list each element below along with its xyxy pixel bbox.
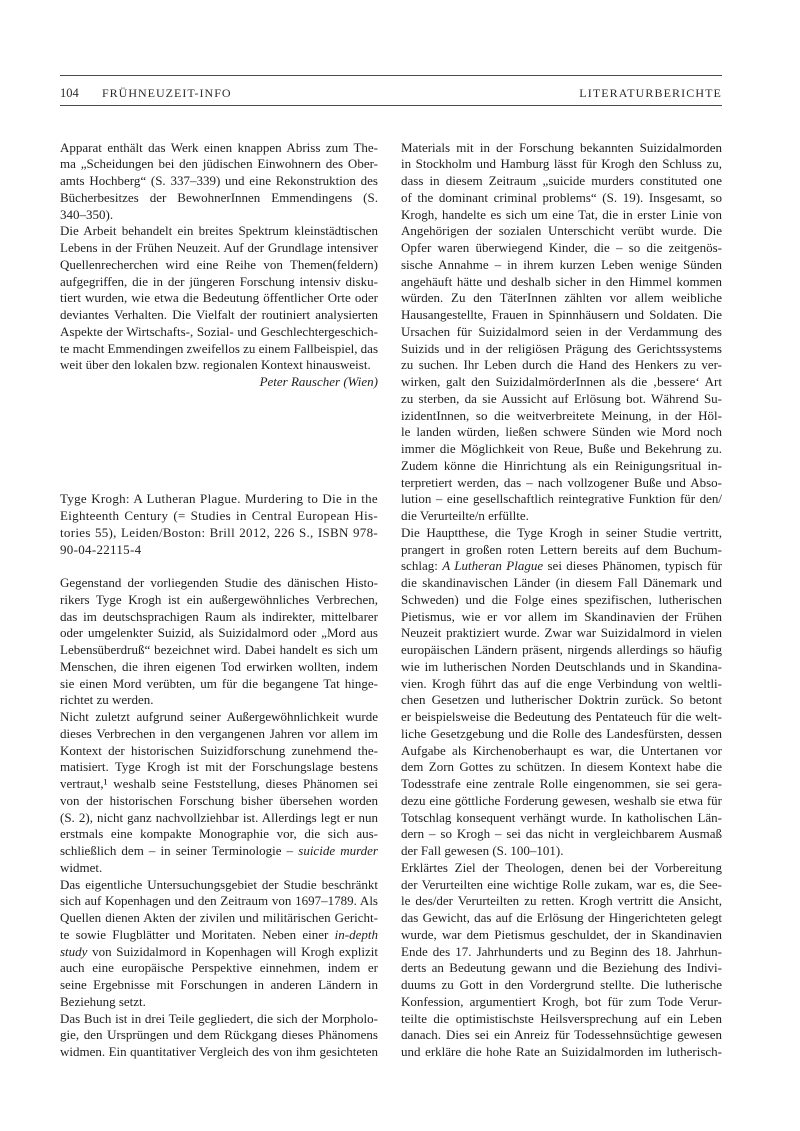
text-line	[401, 960, 722, 977]
line-text: Beziehung setzt.	[60, 993, 146, 1009]
line-text: duums zu Gott in den Vordergrund stellte. Die lutherische	[401, 977, 722, 993]
text-line	[401, 676, 722, 693]
line-text: Erklärtes Ziel der Theologen, denen bei der Vorbereitung	[401, 859, 722, 875]
text-line	[401, 709, 722, 726]
text-line	[401, 441, 722, 458]
paragraph	[401, 525, 722, 860]
line-text: der Verurteilten eine wichtige Rolle zukam, war es, die See-	[401, 876, 722, 892]
line-text: Neuzeit praktiziert wurde. Zwar war Suizidalmord in vielen	[401, 625, 722, 641]
text-line	[60, 877, 378, 894]
line-text: angehäuft hätte und deshalb sicher in den Himmel kommen	[401, 273, 722, 289]
text-line	[401, 776, 722, 793]
text-segment: von Suizidalmord in Kopenhagen will Krogh explizit	[87, 943, 378, 959]
line-text: die Verurteilte/n erfüllte.	[401, 508, 529, 524]
line-text: das Gewicht, das auf die Erlösung der Hingerichteten gelegt	[401, 910, 722, 926]
right-column	[401, 140, 722, 1061]
text-line	[401, 290, 722, 307]
paragraph	[401, 140, 722, 525]
text-segment: schlag:	[401, 558, 443, 574]
text-line	[60, 843, 378, 860]
line-text: weit über den lokalen bzw. regionalen Kontext hinausweist.	[60, 357, 371, 373]
text-line	[401, 994, 722, 1011]
line-text: te macht Emmendingen zweifellos zu einem Fallbeispiel, das	[60, 340, 378, 356]
text-line	[401, 625, 722, 642]
line-text: dem Zorn Gottes zu schützen. In diesem Kontext habe die	[401, 759, 722, 775]
citation-line	[60, 508, 378, 525]
citation-line	[60, 491, 378, 508]
line-text: Quellen dienen Akten der zivilen und militärischen Gericht-	[60, 910, 378, 926]
text-line	[401, 475, 722, 492]
paragraph	[401, 860, 722, 1061]
text-line	[60, 776, 378, 793]
line-text: Eighteenth Century (= Studies in Central European His-	[60, 508, 378, 524]
text-line	[60, 692, 378, 709]
text-line	[60, 240, 378, 257]
text-line	[401, 173, 722, 190]
line-text: vien. Krogh führt das auf die enge Verbindung von weltli-	[401, 675, 722, 691]
line-text: Konfession, argumentiert Krogh, bot für zum Tode Verur-	[401, 993, 722, 1009]
text-line	[401, 893, 722, 910]
text-line	[60, 625, 378, 642]
text-line	[401, 374, 722, 391]
line-text	[60, 927, 378, 944]
text-line	[401, 140, 722, 157]
line-text: oder umgelenkter Suizid, als Suizidalmord oder „Mord aus	[60, 625, 378, 641]
text-line	[401, 1027, 722, 1044]
line-text: von der historischen Forschung bisher übersehen worden	[60, 792, 378, 808]
review-body-continued	[401, 140, 722, 1061]
line-text: le des/der Verurteilten zu retten. Krogh vertritt die Ansicht,	[401, 893, 722, 909]
line-text	[60, 843, 378, 860]
line-text: gie, den Ursprüngen und dem Rückgang dieses Phänomens	[60, 1027, 378, 1043]
page-number: 104	[60, 86, 79, 100]
previous-review-end	[60, 140, 378, 375]
line-text: prangert in großen roten Lettern bereits auf dem Buchum-	[401, 541, 722, 557]
text-line	[60, 223, 378, 240]
line-text: of the dominant criminal problems“ (S. 19). Insgesamt, so	[401, 189, 722, 205]
text-line	[401, 910, 722, 927]
text-line	[60, 994, 378, 1011]
line-text: Todesstrafe eine zentrale Rolle eingenommen, sie sei gera-	[401, 776, 722, 792]
line-text: 340–350).	[60, 206, 114, 222]
line-text: Das Buch ist in drei Teile gegliedert, die sich der Morpholo-	[60, 1010, 378, 1026]
left-column	[60, 140, 378, 1061]
line-text: widmet.	[60, 859, 103, 875]
text-line	[401, 458, 722, 475]
line-text: rikers Tyge Krogh ist ein außergewöhnliches Verbrechen,	[60, 591, 378, 607]
text-line	[401, 860, 722, 877]
line-text: Kontext der historischen Suizidforschung zunehmend the-	[60, 742, 378, 758]
text-line	[401, 927, 722, 944]
line-text: Totschlag konsequent verhängt wurde. In katholischen Län-	[401, 809, 722, 825]
line-text: izidentInnen, so die weitverbreitete Meinung, in der Höl-	[401, 407, 722, 423]
review-body	[60, 575, 378, 1061]
italic-text: study	[60, 943, 88, 959]
text-line	[401, 759, 722, 776]
text-line	[60, 642, 378, 659]
text-line	[401, 843, 722, 860]
line-text: Opfer waren überwiegend Kinder, die – so die zeitgenös-	[401, 240, 722, 256]
line-text: liche Gesetzgebung und die Rolle des Landesfürsten, dessen	[401, 725, 722, 741]
text-line	[60, 341, 378, 358]
section-title: LITERATURBERICHTE	[579, 86, 722, 100]
header-top-rule	[60, 75, 722, 76]
text-line	[60, 140, 378, 157]
line-text: (S. 2), nicht ganz nachvollziehbar ist. Allerdings legt er nun	[60, 809, 378, 825]
text-line	[401, 391, 722, 408]
text-line	[60, 1044, 378, 1061]
line-text: in Stockholm und Hamburg lässt für Krogh den Schluss zu,	[401, 156, 722, 172]
line-text: Nicht zuletzt aufgrund seiner Außergewöhnlichkeit wurde	[60, 709, 378, 725]
line-text: dass in diesem Zeitraum „suicide murders constituted one	[401, 173, 722, 189]
text-line	[401, 692, 722, 709]
text-line	[60, 793, 378, 810]
paragraph	[60, 140, 378, 224]
text-line	[60, 944, 378, 961]
line-text: seine Ergebnisse mit Forschungen in anderen Ländern in	[60, 977, 378, 993]
line-text: er beispielsweise die Bedeutung des Pentateuch für die welt-	[401, 709, 722, 725]
italic-text: suicide murder	[298, 843, 378, 859]
text-line	[401, 642, 722, 659]
paragraph	[60, 877, 378, 1011]
text-line	[401, 324, 722, 341]
line-text: Gegenstand der vorliegenden Studie des dänischen Histo-	[60, 575, 378, 591]
line-text: zu sterben, da sie Aussicht auf Erlösung bot. Während Su-	[401, 390, 722, 406]
line-text: Materials mit in der Forschung bekannten Suizidalmorden	[401, 139, 722, 155]
text-segment: schließlich dem – in seiner Terminologie –	[60, 843, 299, 859]
text-line	[401, 726, 722, 743]
italic-text: in-depth	[334, 926, 378, 942]
line-text: Die Hauptthese, die Tyge Krogh in seiner Studie vertritt,	[401, 524, 722, 540]
text-line	[60, 893, 378, 910]
line-text: Ende des 17. Jahrhunderts und zu Beginn des 18. Jahrhun-	[401, 943, 722, 959]
line-text: dieses Verbrechen in den vergangenen Jahren vor allem im	[60, 725, 378, 741]
book-citation	[60, 491, 378, 558]
line-text	[60, 944, 378, 961]
line-text: matisiert. Tyge Krogh ist mit der Forschungslage bestens	[60, 759, 378, 775]
text-segment: sei dieses Phänomen, typisch für	[543, 558, 722, 574]
text-line	[401, 156, 722, 173]
text-line	[60, 156, 378, 173]
text-line	[401, 341, 722, 358]
line-text: immer die Möglichkeit von Reue, Buße und Bekehrung zu.	[401, 441, 722, 457]
paragraph	[60, 1011, 378, 1061]
text-line	[60, 257, 378, 274]
text-line	[60, 173, 378, 190]
text-line	[60, 960, 378, 977]
text-line	[60, 659, 378, 676]
paragraph	[60, 223, 378, 374]
text-line	[60, 190, 378, 207]
line-text: europäischen Ländern präsent, nirgends allerdings so häufig	[401, 642, 722, 658]
text-line	[401, 810, 722, 827]
line-text: wurde, war dem Pietismus geschuldet, der in Skandinavien	[401, 926, 722, 942]
line-text: Bücherbesitzes der BewohnerInnen Emmendingens (S.	[60, 189, 378, 205]
line-text: auch eine europäische Perspektive einnehmen, indem er	[60, 960, 378, 976]
text-line	[60, 592, 378, 609]
line-text: Hausangestellte, Frauen in Spinnhäusern und Soldaten. Die	[401, 307, 722, 323]
running-head	[60, 84, 722, 102]
text-line	[60, 743, 378, 760]
line-text: tories 55), Leiden/Boston: Brill 2012, 226 S., ISBN 978-	[60, 524, 378, 540]
text-line	[401, 659, 722, 676]
text-line	[401, 826, 722, 843]
text-line	[60, 676, 378, 693]
line-text: Aspekte der Wirtschafts-, Sozial- und Geschlechtergeschich-	[60, 323, 378, 339]
line-text: le landen würden, ließen schwere Sünden wie Mord noch	[401, 424, 722, 440]
line-text: Das eigentliche Untersuchungsgebiet der Studie beschränkt	[60, 876, 378, 892]
text-line	[401, 542, 722, 559]
line-text: dezu eine göttliche Forderung gewesen, weshalb sie etwa für	[401, 792, 722, 808]
text-line	[60, 910, 378, 927]
line-text: zu suchen. Ihr Leben durch die Hand des Henkers zu ver-	[401, 357, 722, 373]
italic-text: A Lutheran Plague	[442, 558, 544, 574]
text-line	[401, 575, 722, 592]
text-line	[401, 408, 722, 425]
paragraph	[60, 575, 378, 709]
line-text: lution – eine gesellschaftlich reintegrative Funktion für den/	[401, 491, 722, 507]
text-line	[401, 1011, 722, 1028]
line-text: terpretiert werden, das – nach vollzogener Buße und Abso-	[401, 474, 722, 490]
text-line	[401, 592, 722, 609]
text-line	[60, 575, 378, 592]
line-text: Ursachen für Suizidalmord seien in der Verdammung des	[401, 323, 722, 339]
citation-line	[60, 542, 378, 559]
line-text: amts Hochberg“ (S. 337–339) und eine Rekonstruktion des	[60, 173, 378, 189]
line-text: Die Arbeit behandelt ein breites Spektrum kleinstädtischen	[60, 223, 378, 239]
line-text: danach. Dies sei ein Anreiz für Todessehnsüchtige gewesen	[401, 1027, 722, 1043]
text-line	[60, 207, 378, 224]
text-line	[401, 190, 722, 207]
line-text: Suizids und in der religiösen Prägung des Gerichtssystems	[401, 340, 722, 356]
line-text: sie einen Mord verübten, um für die begangene Tat hinge-	[60, 675, 378, 691]
line-text: wirken, galt den SuizidalmörderInnen als die ‚bessere‘ Art	[401, 374, 722, 390]
text-line	[60, 709, 378, 726]
line-text: und erkläre die hohe Rate an Suizidalmorden im lutherisch-	[401, 1044, 722, 1060]
line-text: dern – so Krogh – sei das nicht in vergleichbarem Ausmaß	[401, 826, 722, 842]
line-text: widmen. Ein quantitativer Vergleich des von ihm gesichteten	[60, 1044, 378, 1060]
text-line	[60, 1011, 378, 1028]
text-line	[401, 257, 722, 274]
line-text: Angehörigen der sozialen Unterschicht verübt wurde. Die	[401, 223, 722, 239]
text-line	[60, 307, 378, 324]
text-line	[401, 793, 722, 810]
text-line	[401, 609, 722, 626]
journal-title: FRÜHNEUZEIT-INFO	[102, 86, 232, 100]
paragraph	[60, 709, 378, 877]
text-line	[401, 240, 722, 257]
text-line	[401, 944, 722, 961]
line-text: teilte die optimistischste Heilsversprechung auf ein Leben	[401, 1010, 722, 1026]
text-line	[60, 826, 378, 843]
line-text: Menschen, die ihren eigenen Tod erwirken wollten, indem	[60, 658, 378, 674]
line-text: aufgegriffen, die in der jüngeren Forschung intensiv disku-	[60, 273, 378, 289]
text-line	[401, 424, 722, 441]
line-text: Zudem könne die Hinrichtung als ein Reinigungsritual in-	[401, 457, 722, 473]
text-line	[401, 491, 722, 508]
line-text: Pietismus, wie er vor allem im Skandinavien der Frühen	[401, 608, 722, 624]
line-text: vertraut,¹ weshalb seine Feststellung, dieses Phänomen sei	[60, 776, 378, 792]
text-line	[60, 977, 378, 994]
text-line	[60, 726, 378, 743]
line-text: ma „Scheidungen bei den jüdischen Einwohnern des Ober-	[60, 156, 378, 172]
line-text: Lebens in der Frühen Neuzeit. Auf der Grundlage intensiver	[60, 240, 378, 256]
line-text: richtet zu werden.	[60, 692, 154, 708]
text-line	[401, 558, 722, 575]
text-line	[401, 743, 722, 760]
line-text: würden. Zu den TäterInnen zählten vor allem weibliche	[401, 290, 722, 306]
text-line	[401, 977, 722, 994]
text-line	[60, 357, 378, 374]
text-line	[401, 223, 722, 240]
text-line	[60, 927, 378, 944]
line-text: der Fall gewesen (S. 100–101).	[401, 843, 564, 859]
text-line	[60, 609, 378, 626]
line-text: sich auf Kopenhagen und den Zeitraum von 1697–1789. Als	[60, 893, 378, 909]
line-text: wie im lutherischen Norden Deutschlands und in Skandina-	[401, 658, 722, 674]
line-text: Krogh, handelte es sich um eine Tat, die in erster Linie von	[401, 206, 722, 222]
line-text: Lebensüberdruß“ bezeichnet wird. Dabei handelt es sich um	[60, 642, 378, 658]
text-line	[401, 274, 722, 291]
line-text: Quellenrecherchen wird eine Reihe von Themen(feldern)	[60, 256, 378, 272]
line-text: tiert wurden, wie etwa die Bedeutung öffentlicher Orte oder	[60, 290, 378, 306]
line-text: erstmals eine kompakte Monographie vor, die sich aus-	[60, 826, 378, 842]
line-text: derts an Bedeutung gewann und die Beziehung des Indivi-	[401, 960, 722, 976]
text-line	[401, 525, 722, 542]
text-line	[401, 307, 722, 324]
text-line	[60, 810, 378, 827]
text-line	[60, 274, 378, 291]
reviewer-signature: Peter Rauscher (Wien)	[259, 374, 378, 390]
text-line	[60, 1027, 378, 1044]
line-text: Apparat enthält das Werk einen knappen Abriss zum The-	[60, 139, 378, 155]
text-line	[401, 207, 722, 224]
line-text: Tyge Krogh: A Lutheran Plague. Murdering to Die in the	[60, 491, 378, 507]
line-text: die skandinavischen Länder (in diesem Fall Dänemark und	[401, 575, 722, 591]
line-text: deviantes Verhalten. Die Vielfalt der routiniert analysierten	[60, 307, 378, 323]
text-line	[60, 290, 378, 307]
line-text: Aufgabe als Kirchenoberhaupt es war, die Untertanen vor	[401, 742, 722, 758]
line-text: das im deutschsprachigen Raum als indirekter, mittelbarer	[60, 608, 378, 624]
header-bottom-rule	[60, 105, 722, 106]
text-line	[60, 324, 378, 341]
text-line	[401, 877, 722, 894]
line-text: 90-04-22115-4	[60, 541, 142, 557]
text-line	[401, 508, 722, 525]
text-line	[401, 357, 722, 374]
citation-line	[60, 525, 378, 542]
text-segment: te sowie Flugblätter und Moritaten. Neben einer	[60, 926, 335, 942]
text-line	[401, 1044, 722, 1061]
line-text: Schweden) und die Folge eines spezifischen, lutherischen	[401, 591, 722, 607]
text-line	[60, 759, 378, 776]
line-text: sische Annahme – in ihrem kurzen Leben wenige Sünden	[401, 256, 722, 272]
line-text	[401, 558, 722, 575]
text-line	[60, 860, 378, 877]
line-text: chen Gesetzen und lutherischer Doktrin zurück. So betont	[401, 692, 722, 708]
